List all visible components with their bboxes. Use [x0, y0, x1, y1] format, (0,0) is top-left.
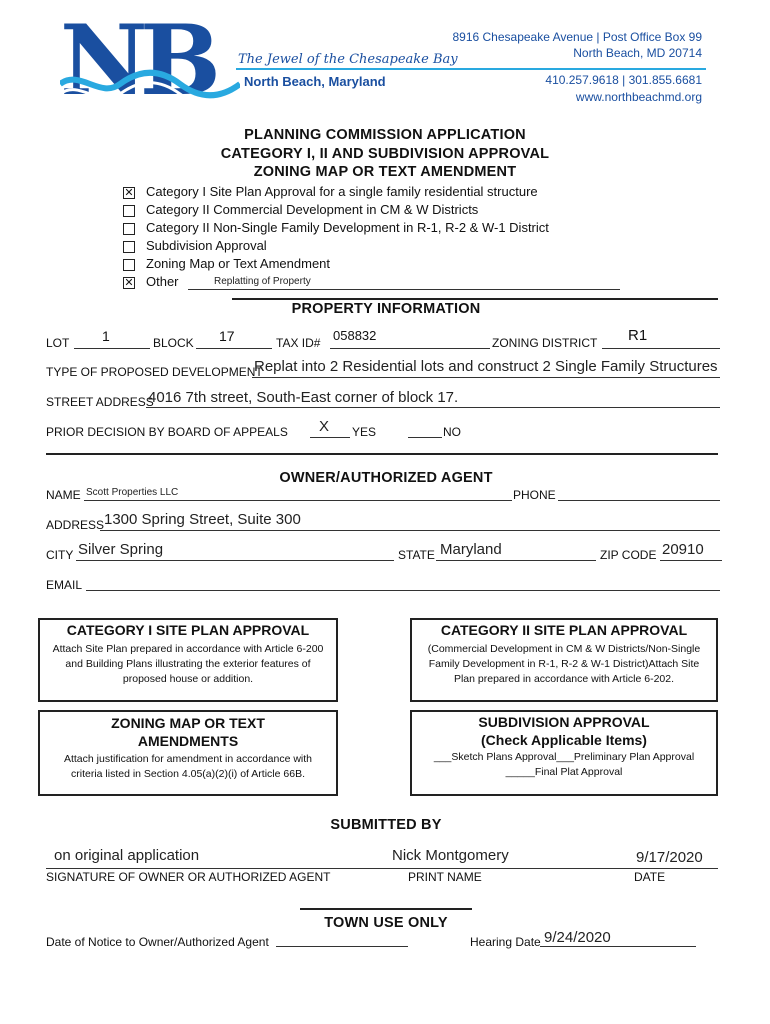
street-address-field[interactable]: 4016 7th street, South-East corner of block 17. [148, 389, 459, 406]
category-2-title: CATEGORY II SITE PLAN APPROVAL [440, 622, 688, 638]
subdivision-title: SUBDIVISION APPROVAL [478, 714, 650, 730]
development-type-field[interactable]: Replat into 2 Residential lots and construct 2 Single Family Structures [254, 358, 718, 375]
yes-label: YES [352, 425, 377, 439]
email-line[interactable] [86, 590, 720, 591]
block-label: BLOCK [153, 336, 194, 350]
print-name-field[interactable]: Nick Montgomery [392, 847, 509, 864]
owner-heading: OWNER/AUTHORIZED AGENT [279, 470, 493, 486]
print-name-label: PRINT NAME [408, 870, 482, 884]
owner-divider [46, 453, 718, 455]
category-checkbox-1[interactable]: ✕ [124, 187, 134, 199]
submitted-divider [46, 868, 718, 869]
property-heading: PROPERTY INFORMATION [291, 301, 481, 317]
category-1-text: Attach Site Plan prepared in accordance with Article 6-200 and Building Plans illustrating the exterior features of proposed house or addition. [52, 643, 324, 685]
zoning-district-line [602, 348, 720, 349]
notice-date-line[interactable] [276, 946, 408, 947]
category-label-6: Other [146, 274, 179, 289]
zip-code-line [660, 560, 722, 561]
zoning-district-field[interactable]: R1 [628, 327, 648, 344]
category-2-box [410, 618, 718, 702]
logo [60, 4, 240, 117]
zoning-district-label: ZONING DISTRICT [492, 336, 598, 350]
hearing-date-label: Hearing Date [470, 935, 541, 949]
block-field[interactable]: 17 [219, 328, 235, 344]
logo-letters: NB [60, 4, 213, 117]
yes-mark[interactable]: X [319, 418, 330, 435]
zip-code-label: ZIP CODE [600, 548, 657, 562]
category-1-title: CATEGORY I SITE PLAN APPROVAL [66, 622, 310, 638]
name-label: NAME [46, 488, 81, 502]
name-field[interactable]: Scott Properties LLC [86, 487, 179, 498]
phone-line[interactable] [558, 500, 720, 501]
lot-label: LOT [46, 336, 70, 350]
category-1-box [38, 618, 338, 702]
state-field[interactable]: Maryland [440, 541, 502, 558]
address-line-1: 8916 Chesapeake Avenue | Post Office Box 99 [452, 30, 702, 44]
category-label-3: Category II Non-Single Family Development in R-1, R-2 & W-1 District [146, 220, 549, 235]
street-address-line [146, 407, 720, 408]
subdivision-options-2[interactable]: _____Final Plat Approval [505, 766, 623, 778]
town-use-heading: TOWN USE ONLY [324, 915, 448, 931]
subdivision-box [410, 710, 718, 796]
street-address-label: STREET ADDRESS [46, 395, 154, 409]
hearing-date-line [540, 946, 696, 947]
zoning-title: ZONING MAP OR TEXT AMENDMENTS [111, 715, 265, 749]
category-label-2: Category II Commercial Development in CM & W Districts [146, 202, 479, 217]
block-line [196, 348, 272, 349]
category-checkbox-3[interactable] [123, 223, 135, 235]
hearing-date-field[interactable]: 9/24/2020 [544, 929, 611, 946]
category-checkbox-5[interactable] [123, 259, 135, 271]
category-2-text: (Commercial Development in CM & W Districts/Non-Single Family Development in R-1, R-2 & W-1 District)Attach Site Plan prepared in accordance with Article 6-202. [427, 643, 701, 685]
notice-date-label: Date of Notice to Owner/Authorized Agent [46, 935, 269, 949]
city-label: CITY [46, 548, 74, 562]
tax-id-label: TAX ID# [276, 336, 321, 350]
town-use-divider [300, 908, 472, 910]
other-field-line [188, 289, 620, 290]
city-field[interactable]: Silver Spring [78, 541, 164, 558]
category-label-4: Subdivision Approval [146, 238, 267, 253]
address-line [100, 530, 720, 531]
prior-decision-label: PRIOR DECISION BY BOARD OF APPEALS [46, 425, 288, 439]
phone-numbers: 410.257.9618 | 301.855.6681 [545, 73, 702, 87]
category-checkbox-2[interactable] [123, 205, 135, 217]
city-line [76, 560, 394, 561]
category-label-1: Category I Site Plan Approval for a single family residential structure [146, 184, 538, 199]
address-field[interactable]: 1300 Spring Street, Suite 300 [104, 511, 301, 528]
zoning-text: Attach justification for amendment in accordance with criteria listed in Section 4.05(a)(2)(i) of Article 66B. [63, 753, 313, 780]
category-checkbox-4[interactable] [123, 241, 135, 253]
address-line-2: North Beach, MD 20714 [573, 46, 702, 60]
tagline: The Jewel of the Chesapeake Bay [238, 52, 458, 67]
other-field[interactable]: Replatting of Property [214, 276, 311, 287]
zip-code-field[interactable]: 20910 [662, 541, 704, 558]
date-label: DATE [634, 870, 666, 884]
category-checkbox-6[interactable]: ✕ [124, 277, 134, 289]
form-title-2: CATEGORY I, II AND SUBDIVISION APPROVAL [220, 146, 550, 162]
date-field[interactable]: 9/17/2020 [636, 849, 703, 866]
signature-label: SIGNATURE OF OWNER OR AUTHORIZED AGENT [46, 870, 331, 884]
yes-line [310, 437, 350, 438]
development-type-line [252, 377, 720, 378]
no-label: NO [443, 425, 461, 439]
address-label: ADDRESS [46, 518, 105, 532]
tagline-underline [236, 68, 706, 70]
category-label-5: Zoning Map or Text Amendment [146, 256, 331, 271]
phone-label: PHONE [513, 488, 556, 502]
zoning-box [38, 710, 338, 796]
town-name: North Beach, Maryland [244, 74, 386, 89]
wave-icon [60, 64, 240, 104]
lot-field[interactable]: 1 [102, 328, 110, 344]
property-divider [232, 298, 718, 300]
form-title-1: PLANNING COMMISSION APPLICATION [244, 127, 526, 143]
name-line [84, 500, 512, 501]
state-line [436, 560, 596, 561]
email-label: EMAIL [46, 578, 83, 592]
subdivision-options-1[interactable]: ___Sketch Plans Approval___Preliminary Plan Approval [433, 751, 695, 763]
subdivision-subtitle: (Check Applicable Items) [481, 732, 647, 748]
signature-field[interactable]: on original application [54, 847, 200, 864]
no-line [408, 437, 442, 438]
submitted-heading: SUBMITTED BY [330, 817, 442, 833]
website-link[interactable]: www.northbeachmd.org [575, 90, 702, 104]
tax-id-line [330, 348, 490, 349]
form-title-3: ZONING MAP OR TEXT AMENDMENT [253, 164, 517, 180]
development-type-label: TYPE OF PROPOSED DEVELOPMENT [46, 365, 263, 379]
tax-id-field[interactable]: 058832 [333, 328, 377, 343]
lot-line [74, 348, 150, 349]
state-label: STATE [398, 548, 435, 562]
